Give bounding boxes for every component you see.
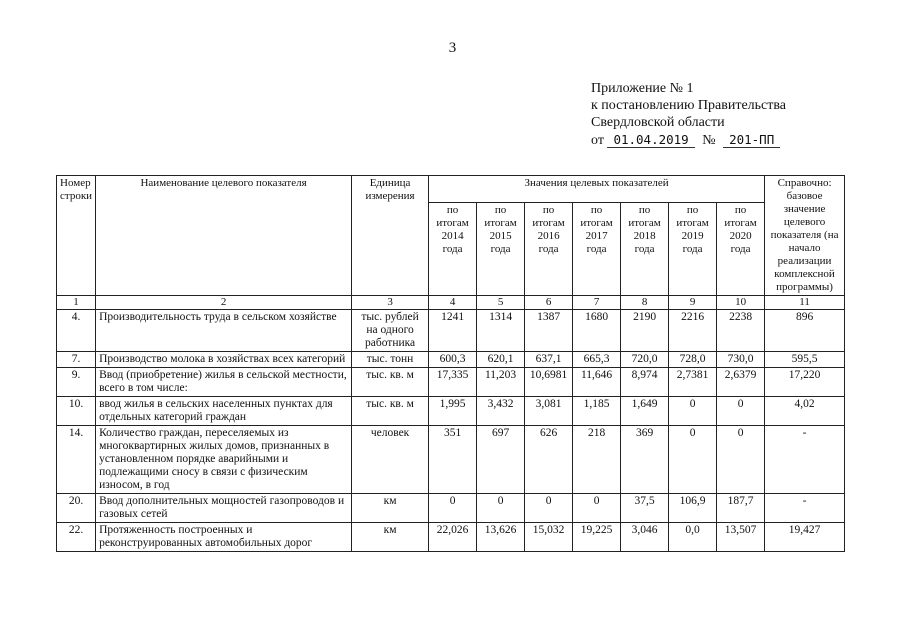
value-2016: 3,081 — [525, 397, 573, 426]
value-2017: 1680 — [573, 310, 621, 352]
value-2018: 8,974 — [621, 368, 669, 397]
indicator-name: Ввод (приобретение) жилья в сельской местности, всего в том числе: — [96, 368, 352, 397]
table-row — [57, 310, 845, 352]
value-2017: 218 — [573, 426, 621, 494]
from-label: от — [591, 133, 604, 148]
value-2020: 13,507 — [717, 523, 765, 552]
indicators-table — [56, 175, 845, 552]
row-number: 9. — [57, 368, 96, 397]
column-number: 1 — [57, 296, 96, 310]
value-2017: 19,225 — [573, 523, 621, 552]
value-2017: 1,185 — [573, 397, 621, 426]
value-2014: 22,026 — [429, 523, 477, 552]
indicator-name: Производительность труда в сельском хозяйстве — [96, 310, 352, 352]
header-unit: Единица измерения — [352, 176, 429, 296]
value-2014: 600,3 — [429, 352, 477, 368]
value-2015: 3,432 — [477, 397, 525, 426]
header-year-2017: по итогам 2017 года — [573, 203, 621, 296]
unit: тыс. тонн — [352, 352, 429, 368]
value-2014: 1,995 — [429, 397, 477, 426]
appendix-title: Приложение № 1 — [591, 81, 694, 96]
row-number: 14. — [57, 426, 96, 494]
table-row — [57, 397, 845, 426]
reference-value: 4,02 — [765, 397, 845, 426]
column-number: 2 — [96, 296, 352, 310]
column-number: 8 — [621, 296, 669, 310]
indicator-name: Количество граждан, переселяемых из многоквартирных жилых домов, признанных в установленном порядке аварийными и подлежащими сносу в связи с физическим износом, в год — [96, 426, 352, 494]
value-2020: 730,0 — [717, 352, 765, 368]
header-year-2019: по итогам 2019 года — [669, 203, 717, 296]
value-2014: 17,335 — [429, 368, 477, 397]
header-values-group: Значения целевых показателей — [429, 176, 765, 203]
column-number: 11 — [765, 296, 845, 310]
value-2016: 626 — [525, 426, 573, 494]
header-year-2020: по итогам 2020 года — [717, 203, 765, 296]
table-row — [57, 426, 845, 494]
value-2015: 1314 — [477, 310, 525, 352]
value-2016: 0 — [525, 494, 573, 523]
column-number: 10 — [717, 296, 765, 310]
resolution-date: 01.04.2019 — [607, 132, 694, 148]
column-number: 6 — [525, 296, 573, 310]
value-2020: 187,7 — [717, 494, 765, 523]
column-number: 9 — [669, 296, 717, 310]
reference-value: 17,220 — [765, 368, 845, 397]
value-2016: 637,1 — [525, 352, 573, 368]
value-2020: 2238 — [717, 310, 765, 352]
value-2020: 0 — [717, 397, 765, 426]
unit: тыс. кв. м — [352, 368, 429, 397]
column-number: 5 — [477, 296, 525, 310]
column-number: 4 — [429, 296, 477, 310]
appendix-region: Свердловской области — [591, 115, 725, 130]
column-number: 7 — [573, 296, 621, 310]
page-number: 3 — [448, 40, 457, 56]
table-row — [57, 523, 845, 552]
value-2016: 10,6981 — [525, 368, 573, 397]
column-number: 3 — [352, 296, 429, 310]
value-2019: 0,0 — [669, 523, 717, 552]
value-2018: 3,046 — [621, 523, 669, 552]
header-year-2018: по итогам 2018 года — [621, 203, 669, 296]
table-row — [57, 494, 845, 523]
reference-value: 896 — [765, 310, 845, 352]
header-reference: Справочно: базовое значение целевого показателя (на начало реализации комплексной программы) — [765, 176, 845, 296]
value-2017: 0 — [573, 494, 621, 523]
value-2015: 697 — [477, 426, 525, 494]
header-year-2016: по итогам 2016 года — [525, 203, 573, 296]
header-row-number: Номер строки — [57, 176, 96, 296]
value-2019: 106,9 — [669, 494, 717, 523]
value-2019: 2216 — [669, 310, 717, 352]
reference-value: 595,5 — [765, 352, 845, 368]
unit: человек — [352, 426, 429, 494]
value-2018: 37,5 — [621, 494, 669, 523]
unit: км — [352, 523, 429, 552]
indicator-name: ввод жилья в сельских населенных пунктах для отдельных категорий граждан — [96, 397, 352, 426]
value-2020: 2,6379 — [717, 368, 765, 397]
value-2019: 2,7381 — [669, 368, 717, 397]
value-2018: 1,649 — [621, 397, 669, 426]
row-number: 20. — [57, 494, 96, 523]
value-2017: 665,3 — [573, 352, 621, 368]
header-indicator-name: Наименование целевого показателя — [96, 176, 352, 296]
value-2018: 720,0 — [621, 352, 669, 368]
row-number: 22. — [57, 523, 96, 552]
value-2016: 15,032 — [525, 523, 573, 552]
value-2014: 1241 — [429, 310, 477, 352]
value-2019: 728,0 — [669, 352, 717, 368]
indicator-name: Ввод дополнительных мощностей газопроводов и газовых сетей — [96, 494, 352, 523]
unit: км — [352, 494, 429, 523]
appendix-resolution: к постановлению Правительства — [591, 98, 787, 113]
value-2019: 0 — [669, 426, 717, 494]
table-row — [57, 368, 845, 397]
table-row — [57, 352, 845, 368]
value-2019: 0 — [669, 397, 717, 426]
resolution-number: 201-ПП — [723, 132, 780, 148]
appendix-block — [591, 80, 786, 149]
header-year-2015: по итогам 2015 года — [477, 203, 525, 296]
value-2017: 11,646 — [573, 368, 621, 397]
value-2015: 620,1 — [477, 352, 525, 368]
value-2018: 369 — [621, 426, 669, 494]
unit: тыс. рублей на одного работника — [352, 310, 429, 352]
value-2014: 0 — [429, 494, 477, 523]
value-2016: 1387 — [525, 310, 573, 352]
indicator-name: Производство молока в хозяйствах всех категорий — [96, 352, 352, 368]
indicator-name: Протяженность построенных и реконструированных автомобильных дорог — [96, 523, 352, 552]
header-year-2014: по итогам 2014 года — [429, 203, 477, 296]
row-number: 10. — [57, 397, 96, 426]
appendix-date-line — [591, 131, 786, 149]
reference-value: - — [765, 494, 845, 523]
row-number: 4. — [57, 310, 96, 352]
value-2018: 2190 — [621, 310, 669, 352]
reference-value: 19,427 — [765, 523, 845, 552]
value-2015: 11,203 — [477, 368, 525, 397]
number-sign: № — [702, 133, 716, 148]
reference-value: - — [765, 426, 845, 494]
row-number: 7. — [57, 352, 96, 368]
unit: тыс. кв. м — [352, 397, 429, 426]
value-2020: 0 — [717, 426, 765, 494]
value-2014: 351 — [429, 426, 477, 494]
column-numbers-row — [57, 296, 845, 310]
value-2015: 13,626 — [477, 523, 525, 552]
value-2015: 0 — [477, 494, 525, 523]
